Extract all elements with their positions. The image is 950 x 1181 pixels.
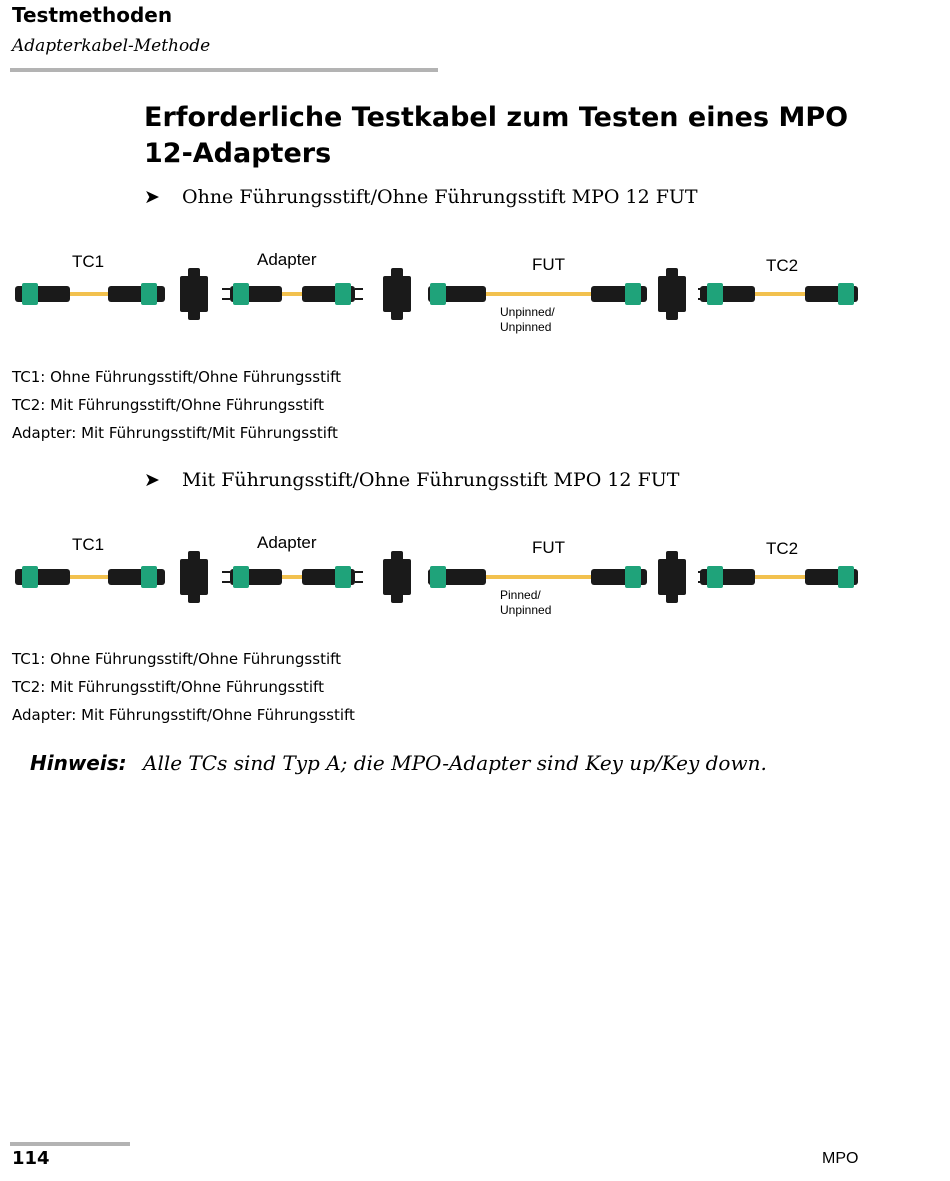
scenario-1-description <box>12 363 341 447</box>
tc1-label: TC1 <box>72 252 105 271</box>
guide-pin <box>222 298 230 300</box>
adapter-housing <box>180 559 208 595</box>
adapter-spec: Adapter: Mit Führungsstift/Ohne Führungsstift <box>12 706 355 724</box>
connector-band <box>141 283 157 305</box>
guide-pin <box>222 581 230 583</box>
tc1-spec: TC1: Ohne Führungsstift/Ohne Führungsstift <box>12 368 342 386</box>
note-label: Hinweis: <box>30 751 127 775</box>
scenario-2-diagram <box>10 523 880 633</box>
adapter-label: Adapter <box>257 533 317 552</box>
connector-band <box>141 566 157 588</box>
fut-note-line2: Unpinned <box>500 603 552 617</box>
connector-band <box>625 283 641 305</box>
scenario-1-bullet <box>144 186 698 208</box>
adapter-housing <box>658 276 686 312</box>
fiber-line <box>470 575 600 579</box>
connector-band <box>838 566 854 588</box>
bullet-arrow-icon: ➤ <box>144 186 160 208</box>
note <box>30 751 767 775</box>
section-title: Adapterkabel-Methode <box>12 36 211 56</box>
connector-band <box>838 283 854 305</box>
guide-pin <box>355 581 363 583</box>
bullet-arrow-icon: ➤ <box>144 469 160 491</box>
chapter-title: Testmethoden <box>12 3 173 27</box>
tc2-label: TC2 <box>766 539 799 558</box>
fiber-line <box>745 292 815 296</box>
connector-band <box>335 283 351 305</box>
scenario-2-bullet <box>144 469 679 491</box>
tc1-label: TC1 <box>72 535 105 554</box>
connector-band <box>430 566 446 588</box>
guide-pin <box>355 298 363 300</box>
cable-diagram-2 <box>10 523 880 633</box>
cable-diagram-1 <box>10 240 880 350</box>
footer-product: MPO <box>822 1150 859 1167</box>
scenario-1-title: Ohne Führungsstift/Ohne Führungsstift MPO 12 FUT <box>182 186 698 208</box>
fiber-line <box>745 575 815 579</box>
fut-label: FUT <box>532 538 566 557</box>
guide-pin <box>355 571 363 573</box>
connector-band <box>625 566 641 588</box>
guide-pin <box>222 288 230 290</box>
fut-label: FUT <box>532 255 566 274</box>
guide-pin <box>355 288 363 290</box>
connector-band <box>335 566 351 588</box>
fiber-line <box>470 292 600 296</box>
adapter-housing <box>658 559 686 595</box>
connector-band <box>22 283 38 305</box>
fut-note-line2: Unpinned <box>500 320 552 334</box>
note-text: Alle TCs sind Typ A; die MPO-Adapter sind Key up/Key down. <box>143 751 767 775</box>
guide-pin <box>222 571 230 573</box>
page-heading: Erforderliche Testkabel zum Testen eines MPO 12-Adapters <box>144 102 849 169</box>
connector-band <box>233 566 249 588</box>
connector-band <box>233 283 249 305</box>
fut-note-line1: Pinned/ <box>500 588 541 602</box>
adapter-housing <box>180 276 208 312</box>
tc2-spec: TC2: Mit Führungsstift/Ohne Führungsstift <box>12 678 324 696</box>
page-number: 114 <box>12 1148 50 1169</box>
connector-band <box>22 566 38 588</box>
tc2-spec: TC2: Mit Führungsstift/Ohne Führungsstift <box>12 396 324 414</box>
adapter-spec: Adapter: Mit Führungsstift/Mit Führungsstift <box>12 424 338 442</box>
tc2-label: TC2 <box>766 256 799 275</box>
adapter-housing <box>383 276 411 312</box>
connector-band <box>707 283 723 305</box>
connector-band <box>707 566 723 588</box>
tc1-spec: TC1: Ohne Führungsstift/Ohne Führungsstift <box>12 650 342 668</box>
header-rule <box>10 68 438 72</box>
footer-rule <box>10 1142 130 1146</box>
adapter-label: Adapter <box>257 250 317 269</box>
scenario-2-description <box>12 645 355 729</box>
connector-band <box>430 283 446 305</box>
scenario-2-title: Mit Führungsstift/Ohne Führungsstift MPO 12 FUT <box>182 469 680 491</box>
scenario-1-diagram <box>10 240 880 350</box>
fut-note-line1: Unpinned/ <box>500 305 555 319</box>
adapter-housing <box>383 559 411 595</box>
